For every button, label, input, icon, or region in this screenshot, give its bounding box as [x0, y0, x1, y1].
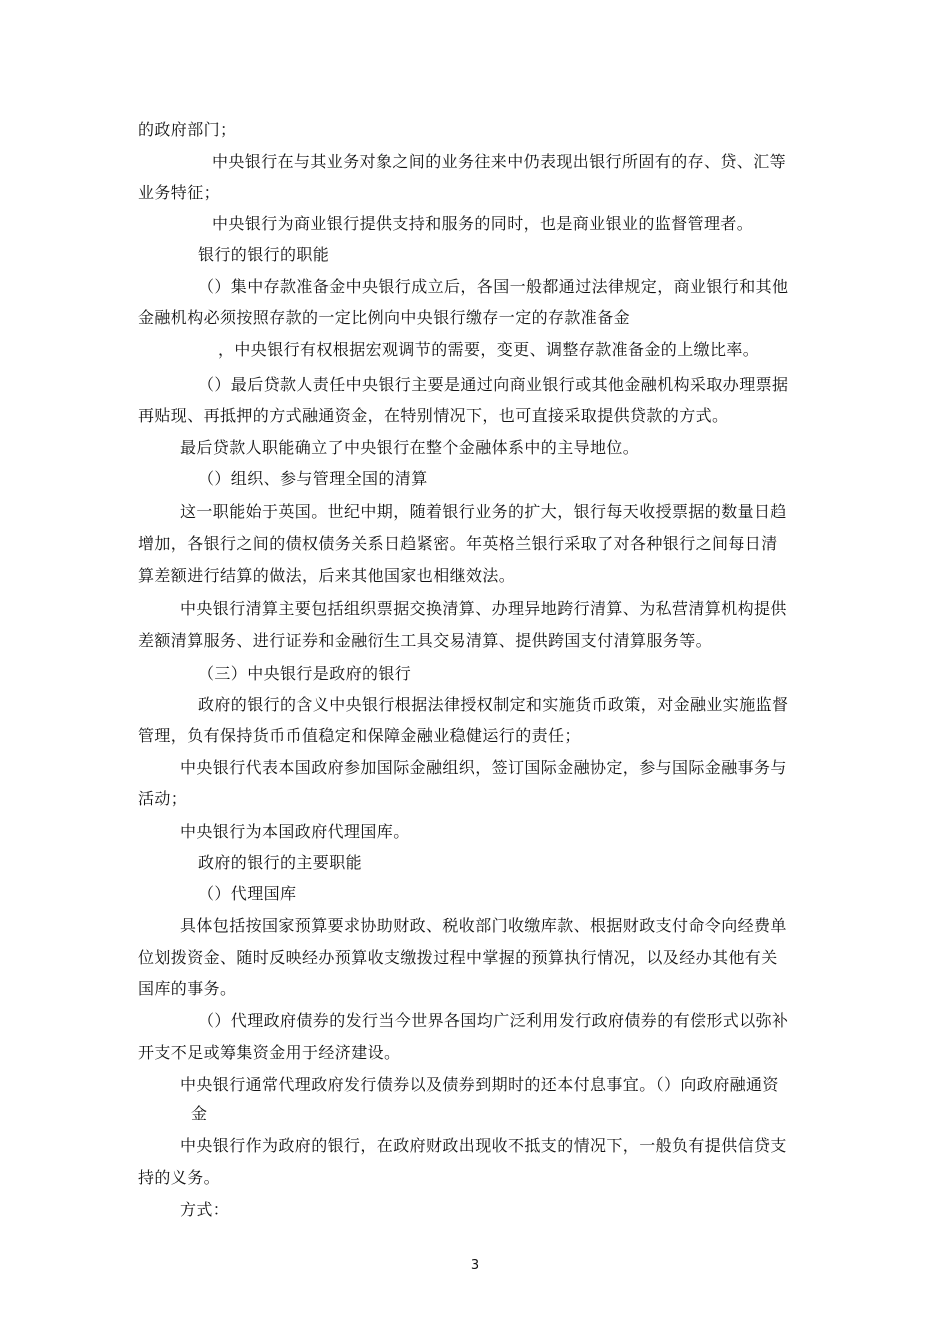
text-line: （）代理国库 [198, 884, 297, 903]
text-line: 管理，负有保持货币币值稳定和保障金融业稳健运行的责任； [138, 726, 581, 745]
text-line: 最后贷款人职能确立了中央银行在整个金融体系中的主导地位。 [180, 438, 640, 457]
text-line: （）最后贷款人责任中央银行主要是通过向商业银行或其他金融机构采取办理票据 [198, 375, 789, 394]
text-line: 活动； [138, 789, 188, 808]
text-line: 金 [191, 1104, 208, 1123]
text-line: 中央银行在与其业务对象之间的业务往来中仍表现出银行所固有的存、贷、汇等 [212, 152, 787, 171]
text-line: 方式： [180, 1200, 230, 1219]
text-line: （）组织、参与管理全国的清算 [198, 469, 428, 488]
text-line: 具体包括按国家预算要求协助财政、税收部门收缴库款、根据财政支付命令向经费单 [180, 916, 787, 935]
section-heading: （三）中央银行是政府的银行 [198, 664, 412, 683]
text-line: 增加，各银行之间的债权债务关系日趋紧密。年英格兰银行采取了对各种银行之间每日清 [138, 534, 778, 553]
text-line: （）集中存款准备金中央银行成立后，各国一般都通过法律规定，商业银行和其他 [198, 277, 789, 296]
text-line: 银行的银行的职能 [198, 245, 330, 264]
text-line: 位划拨资金、随时反映经办预算收支缴拨过程中掌握的预算执行情况，以及经办其他有关 [138, 948, 778, 967]
text-line: 中央银行作为政府的银行，在政府财政出现收不抵支的情况下，一般负有提供信贷支 [180, 1136, 787, 1155]
text-line: 算差额进行结算的做法，后来其他国家也相继效法。 [138, 566, 516, 585]
text-line: 业务特征； [138, 183, 221, 202]
page-number: 3 [470, 1258, 480, 1273]
text-line: （）代理政府债券的发行当今世界各国均广泛利用发行政府债券的有偿形式以弥补 [198, 1011, 789, 1030]
text-line: 金融机构必须按照存款的一定比例向中央银行缴存一定的存款准备金 [138, 308, 631, 327]
text-line: 差额清算服务、进行证券和金融衍生工具交易清算、提供跨国支付清算服务等。 [138, 631, 713, 650]
text-line: 中央银行代表本国政府参加国际金融组织，签订国际金融协定，参与国际金融事务与 [180, 758, 787, 777]
text-line: 中央银行为商业银行提供支持和服务的同时，也是商业银业的监督管理者。 [212, 214, 754, 233]
text-line: 政府的银行的主要职能 [198, 853, 363, 872]
text-line: 开支不足或筹集资金用于经济建设。 [138, 1043, 401, 1062]
text-line: 政府的银行的含义中央银行根据法律授权制定和实施货币政策，对金融业实施监督 [198, 695, 789, 714]
text-line: 中央银行为本国政府代理国库。 [180, 822, 410, 841]
text-line: 国库的事务。 [138, 979, 237, 998]
text-line: 再贴现、再抵押的方式融通资金，在特别情况下，也可直接采取提供贷款的方式。 [138, 406, 729, 425]
text-line: 中央银行清算主要包括组织票据交换清算、办理异地跨行清算、为私营清算机构提供 [180, 599, 787, 618]
text-line: 的政府部门； [138, 120, 237, 139]
text-line: 中央银行通常代理政府发行债券以及债券到期时的还本付息事宜。（）向政府融通资 [180, 1075, 779, 1094]
text-line: 持的义务。 [138, 1168, 221, 1187]
text-line: ，中央银行有权根据宏观调节的需要，变更、调整存款准备金的上缴比率。 [218, 340, 760, 359]
text-line: 这一职能始于英国。世纪中期，随着银行业务的扩大，银行每天收授票据的数量日趋 [180, 502, 787, 521]
